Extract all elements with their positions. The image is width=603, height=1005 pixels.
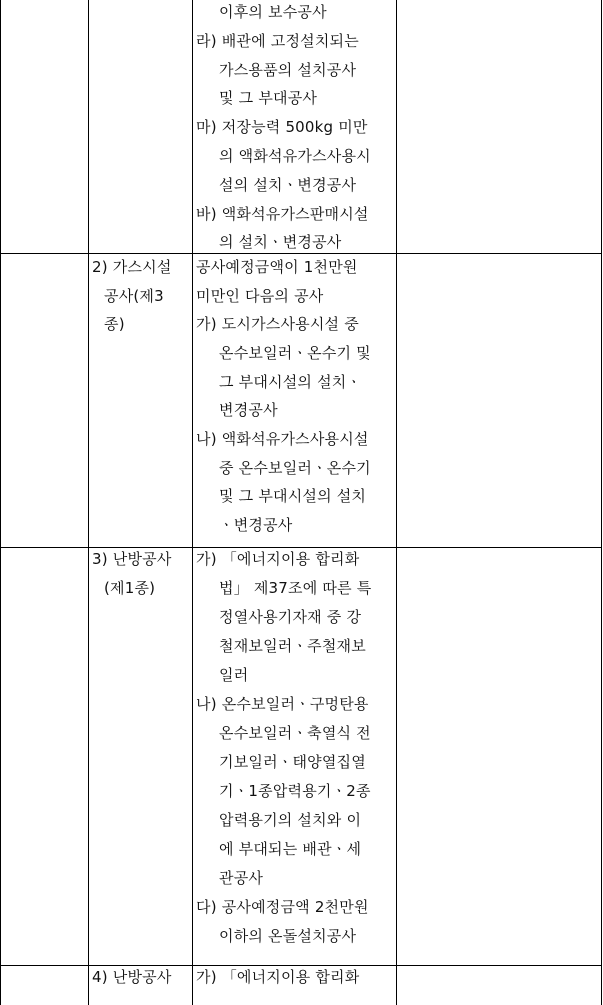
content-line: ㆍ변경공사 <box>219 516 293 534</box>
category-line: 4) 난방공사 <box>92 968 172 986</box>
category-line: 2) 가스시설 <box>92 258 172 276</box>
content-line: 이하의 온돌설치공사 <box>219 927 357 945</box>
row-divider <box>0 253 602 254</box>
content-line: 설의 설치ㆍ변경공사 <box>219 176 357 194</box>
content-line: 및 그 부대공사 <box>219 89 318 107</box>
content-line: 변경공사 <box>219 401 278 419</box>
content-line: 나) 온수보일러ㆍ구멍탄용 <box>196 695 369 713</box>
content-line: 이후의 보수공사 <box>219 3 327 21</box>
category-line: 종) <box>104 315 125 333</box>
content-line: 관공사 <box>219 869 264 887</box>
content-line: 라) 배관에 고정설치되는 <box>196 32 359 50</box>
content-line: 가) 「에너지이용 합리화 <box>196 550 360 568</box>
table-border-left <box>0 0 1 1005</box>
content-line: 기보일러ㆍ태양열집열 <box>219 753 366 771</box>
content-line: 미만인 다음의 공사 <box>196 287 324 305</box>
content-line: 에 부대되는 배관ㆍ세 <box>219 840 362 858</box>
column-divider <box>88 0 89 1005</box>
content-line: 온수보일러ㆍ축열식 전 <box>219 724 371 742</box>
content-line: 그 부대시설의 설치ㆍ <box>219 373 362 391</box>
column-divider <box>396 0 397 1005</box>
content-line: 정열사용기자재 중 강 <box>219 608 362 626</box>
content-line: 법」 제37조에 따른 특 <box>219 579 372 597</box>
table-border-right <box>601 0 602 1005</box>
content-line: 가) 도시가스사용시설 중 <box>196 315 359 333</box>
content-line: 철재보일러ㆍ주철재보 <box>219 637 366 655</box>
content-line: 다) 공사예정금액 2천만원 <box>196 898 369 916</box>
content-line: 나) 액화석유가스사용시설 <box>196 430 369 448</box>
content-line: 압력용기의 설치와 이 <box>219 811 362 829</box>
content-line: 의 설치ㆍ변경공사 <box>219 233 342 251</box>
content-line: 온수보일러ㆍ온수기 및 <box>219 344 371 362</box>
column-divider <box>192 0 193 1005</box>
content-line: 마) 저장능력 500kg 미만 <box>196 118 368 136</box>
content-line: 기ㆍ1종압력용기ㆍ2종 <box>219 782 371 800</box>
content-line: 및 그 부대시설의 설치 <box>219 487 367 505</box>
row-divider <box>0 547 602 548</box>
category-line: 3) 난방공사 <box>92 550 172 568</box>
content-line: 공사예정금액이 1천만원 <box>196 258 358 276</box>
content-line: 의 액화석유가스사용시 <box>219 147 371 165</box>
content-line: 바) 액화석유가스판매시설 <box>196 205 369 223</box>
content-line: 중 온수보일러ㆍ온수기 <box>219 459 371 477</box>
content-line: 일러 <box>219 666 249 684</box>
content-line: 가스용품의 설치공사 <box>219 61 357 79</box>
category-line: 공사(제3 <box>104 287 164 305</box>
category-line: (제1종) <box>104 579 156 597</box>
row-divider <box>0 965 602 966</box>
content-line: 가) 「에너지이용 합리화 <box>196 968 360 986</box>
